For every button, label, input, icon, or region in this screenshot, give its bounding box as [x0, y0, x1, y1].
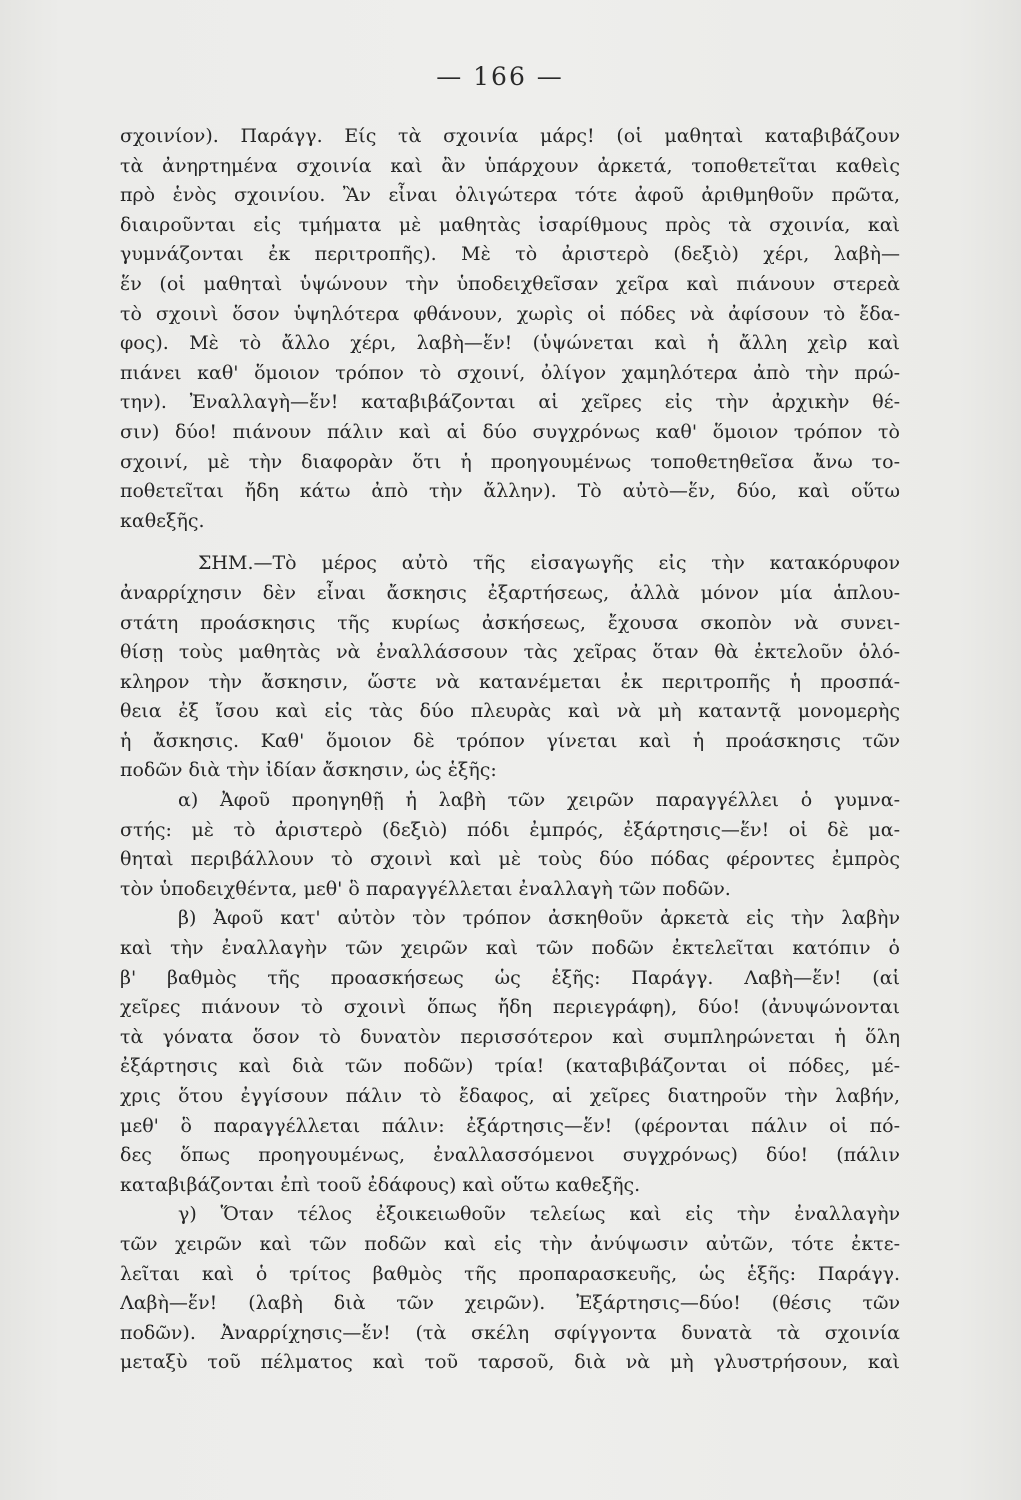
text-line: θεια ἐξ ἴσου καὶ εἰς τὰς δύο πλευρὰς καὶ νὰ μὴ καταντᾷ μονομερὴς — [120, 700, 900, 723]
text-line: ἡ ἄσκησις. Καθ' ὅμοιον δὲ τρόπον γίνεται καὶ ἡ προάσκησις τῶν — [120, 729, 900, 752]
body-text — [120, 122, 900, 1378]
text-line: πρὸ ἑνὸς σχοινίου. Ἂν εἶναι ὀλιγώτερα τότε ἀφοῦ ἀριθμηθοῦν πρῶτα, — [120, 184, 900, 207]
text-line: κληρον τὴν ἄσκησιν, ὥστε νὰ κατανέμεται ἐκ περιτροπῆς ἡ προσπά- — [120, 670, 900, 693]
text-line: τὸν ὑποδειχθέντα, μεθ' ὃ παραγγέλλεται ἐναλλαγὴ τῶν ποδῶν. — [120, 877, 731, 900]
text-line: σχοινί, μὲ τὴν διαφορὰν ὅτι ἡ προηγουμένως τοποθετηθεῖσα ἄνω το- — [120, 450, 900, 473]
text-line: στής: μὲ τὸ ἀριστερὸ (δεξιὸ) πόδι ἐμπρός, ἐξάρτησις—ἕν! οἱ δὲ μα- — [120, 818, 900, 841]
text-line: α) Ἀφοῦ προηγηθῇ ἡ λαβὴ τῶν χειρῶν παραγγέλλει ὁ γυμνα- — [178, 789, 900, 812]
text-line: τὸ σχοινὶ ὅσον ὑψηλότερα φθάνουν, χωρὶς οἱ πόδες νὰ ἀφίσουν τὸ ἔδα- — [120, 302, 900, 325]
text-line: θίσῃ τοὺς μαθητὰς νὰ ἐναλλάσσουν τὰς χεῖρας ὅταν θὰ ἐκτελοῦν ὁλό- — [120, 641, 900, 664]
text-line: γυμνάζονται ἐκ περιτροπῆς). Μὲ τὸ ἀριστερὸ (δεξιὸ) χέρι, λαβὴ— — [120, 243, 900, 266]
text-line: τὰ γόνατα ὅσον τὸ δυνατὸν περισσότερον καὶ συμπληρώνεται ἡ ὅλη — [120, 1025, 900, 1048]
text-line: μεταξὺ τοῦ πέλματος καὶ τοῦ ταρσοῦ, διὰ νὰ μὴ γλυστρήσουν, καὶ — [120, 1351, 900, 1374]
text-line: β) Ἀφοῦ κατ' αὐτὸν τὸν τρόπον ἀσκηθοῦν ἀρκετὰ εἰς τὴν λαβὴν — [178, 907, 900, 930]
paragraph-note — [120, 549, 900, 786]
text-line: ποδῶν). Ἀναρρίχησις—ἕν! (τὰ σκέλη σφίγγοντα δυνατὰ τὰ σχοινία — [120, 1321, 900, 1344]
text-line: σχοινίον). Παράγγ. Είς τὰ σχοινία μάρς! (οἱ μαθηταὶ καταβιβάζουν — [120, 125, 900, 147]
paragraph-1 — [120, 122, 900, 536]
text-line: ΣΗΜ.—Τὸ μέρος αὐτὸ τῆς εἰσαγωγῆς εἰς τὴν κατακόρυφον — [198, 552, 900, 575]
paragraph-c — [120, 1200, 900, 1378]
text-line: καθεξῆς. — [120, 509, 205, 532]
text-line: καὶ τὴν ἐναλλαγὴν τῶν χειρῶν καὶ τῶν ποδῶν ἐκτελεῖται κατόπιν ὁ — [120, 937, 900, 960]
text-line: λεῖται καὶ ὁ τρίτος βαθμὸς τῆς προπαρασκευῆς, ὡς ἑξῆς: Παράγγ. — [120, 1262, 900, 1285]
text-line: φος). Μὲ τὸ ἄλλο χέρι, λαβὴ—ἕν! (ὑψώνεται καὶ ἡ ἄλλη χεὶρ καὶ — [120, 332, 900, 355]
text-line: καταβιβάζονται ἐπὶ τοοῦ ἐδάφους) καὶ οὕτω καθεξῆς. — [120, 1173, 641, 1196]
text-line: τὰ ἀνηρτημένα σχοινία καὶ ἂν ὑπάρχουν ἀρκετά, τοποθετεῖται καθεὶς — [120, 154, 900, 177]
text-line: ποδῶν διὰ τὴν ἰδίαν ἄσκησιν, ὡς ἑξῆς: — [120, 759, 497, 782]
text-line: γ) Ὅταν τέλος ἐξοικειωθοῦν τελείως καὶ εἰς τὴν ἐναλλαγὴν — [178, 1203, 900, 1226]
text-line: ποθετεῖται ἤδη κάτω ἀπὸ τὴν ἄλλην). Τὸ αὐτὸ—ἕν, δύο, καὶ οὕτω — [120, 480, 900, 503]
text-line: χεῖρες πιάνουν τὸ σχοινὶ ὅπως ἤδη περιεγράφη), δύο! (ἀνυψώνονται — [120, 996, 900, 1019]
text-line: την). Ἐναλλαγὴ—ἕν! καταβιβάζονται αἱ χεῖρες εἰς τὴν ἀρχικὴν θέ- — [120, 391, 900, 414]
text-line: ἐξάρτησις καὶ διὰ τῶν ποδῶν) τρία! (καταβιβάζονται οἱ πόδες, μέ- — [120, 1055, 900, 1078]
text-line: ἀναρρίχησιν δὲν εἶναι ἄσκησις ἐξαρτήσεως, ἀλλὰ μόνον μία ἁπλου- — [120, 581, 900, 604]
text-line: θηταὶ περιβάλλουν τὸ σχοινὶ καὶ μὲ τοὺς δύο πόδας φέροντες ἐμπρὸς — [120, 848, 900, 871]
text-line: μεθ' ὃ παραγγέλλεται πάλιν: ἐξάρτησις—ἕν! (φέρονται πάλιν οἱ πό- — [120, 1114, 900, 1137]
text-line: δες ὅπως προηγουμένως, ἐναλλασσόμενοι συγχρόνως) δύο! (πάλιν — [120, 1144, 900, 1167]
paragraph-gap — [120, 536, 900, 549]
text-line: ἕν (οἱ μαθηταὶ ὑψώνουν τὴν ὑποδειχθεῖσαν χεῖρα καὶ πιάνουν στερεὰ — [120, 272, 900, 295]
text-line: σιν) δύο! πιάνουν πάλιν καὶ αἱ δύο συγχρόνως καθ' ὅμοιον τρόπον τὸ — [120, 420, 900, 443]
text-line: πιάνει καθ' ὅμοιον τρόπον τὸ σχοινί, ὀλίγον χαμηλότερα ἀπὸ τὴν πρώ- — [120, 361, 900, 384]
text-line: τῶν χειρῶν καὶ τῶν ποδῶν καὶ εἰς τὴν ἀνύψωσιν αὐτῶν, τότε ἐκτε- — [120, 1232, 900, 1255]
text-line: χρις ὅτου ἐγγίσουν πάλιν τὸ ἔδαφος, αἱ χεῖρες διατηροῦν τὴν λαβήν, — [120, 1085, 900, 1107]
text-line: στάτη προάσκησις τῆς κυρίως ἀσκήσεως, ἔχουσα σκοπὸν νὰ συνει- — [120, 611, 900, 634]
paragraph-a — [120, 786, 900, 904]
text-line: β' βαθμὸς τῆς προασκήσεως ὡς ἑξῆς: Παράγγ. Λαβὴ—ἕν! (αἱ — [120, 966, 900, 989]
text-line: Λαβὴ—ἕν! (λαβὴ διὰ τῶν χειρῶν). Ἐξάρτησις—δύο! (θέσις τῶν — [120, 1292, 900, 1315]
text-line: διαιροῦνται εἰς τμήματα μὲ μαθητὰς ἰσαρίθμους πρὸς τὰ σχοινία, καὶ — [120, 213, 900, 236]
page-number: — 166 — — [436, 62, 564, 91]
paragraph-b — [120, 904, 900, 1200]
